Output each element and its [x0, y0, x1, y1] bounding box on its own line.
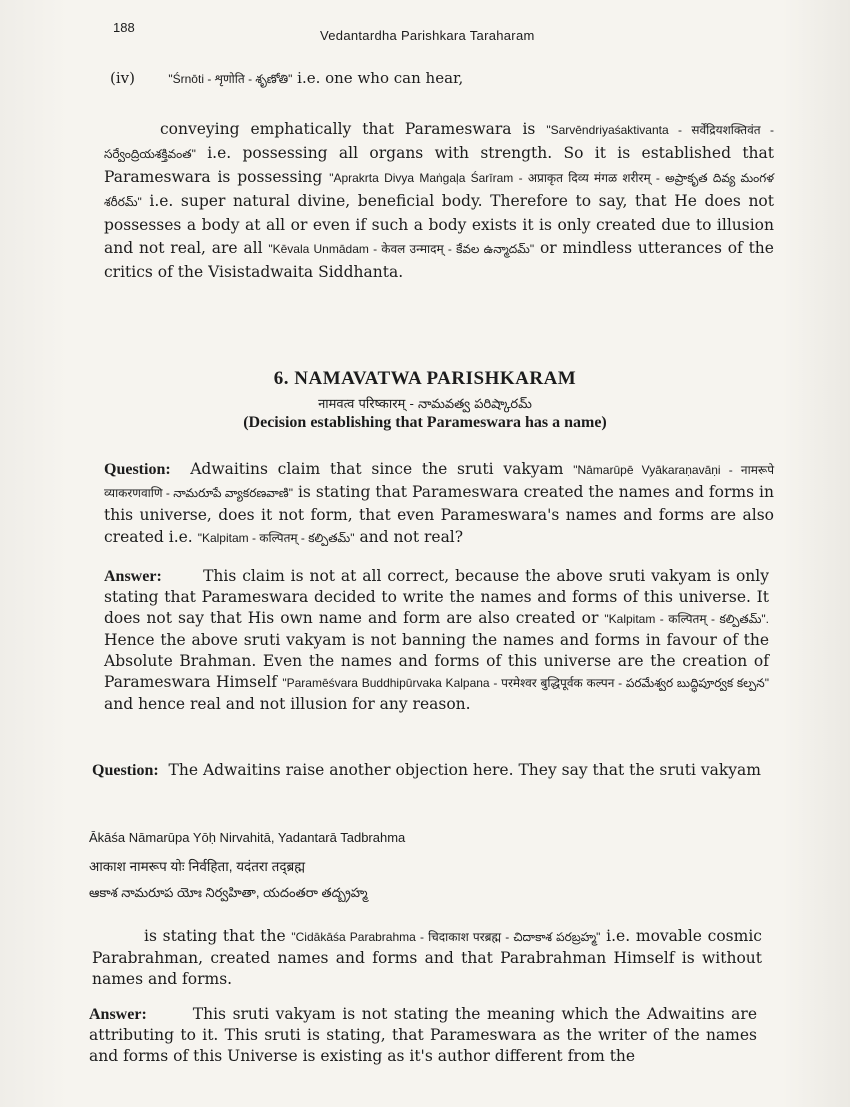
sanskrit-term: "Aprakrta Divya Maṅgaļa Śarīram - अप्राकृत दिव्य मंगळ शरीरम् - అప్రాకృత దివ్య మంగళ శరీరమ్": [104, 171, 774, 209]
section-subheading: नामवत्व परिष्कारम् - నామవత్వ పరిష్కారమ్: [318, 397, 532, 412]
paragraph-cidakasa: [92, 926, 762, 990]
sanskrit-term: "Kēvala Unmādam - केवल उन्मादम् - కేవల ఉన్మాదమ్": [268, 242, 535, 256]
para-text: or mindless utterances of the critics of the Visistadwaita Siddhanta.: [104, 239, 774, 281]
item-iv: [110, 68, 780, 90]
para-text: i.e. super natural divine, beneficial body. Therefore to say, that He does not possesses a body at all or even if such a body exists it is only created due to illusion and not real, are all: [104, 192, 774, 257]
para-text: i.e. possessing all organs with strength. So it is established that Parameswara is possessing: [104, 144, 775, 186]
para-text: i.e. movable cosmic Parabrahman, created names and forms and that Parabrahman Himself is without names and forms.: [92, 927, 762, 988]
item-meaning: i.e. one who can hear,: [297, 69, 464, 87]
sanskrit-term: "Śrnōti - शृणोति - శృణోతి": [168, 72, 293, 86]
sanskrit-term: "Kalpitam - कल्पितम् - కల్పితమ్": [197, 531, 355, 545]
para-text: This sruti vakyam is not stating the meaning which the Adwaitins are attributing to it. This sruti is stating, that Parameswara as the writer of the names and forms of this Universe is existing as it's author different from the: [89, 1005, 757, 1065]
item-marker: (iv): [110, 69, 135, 87]
question-label: Question:: [104, 461, 171, 478]
paragraph-conveying: [104, 118, 774, 284]
question-1: [104, 458, 774, 549]
sanskrit-term: "Cidākāśa Parabrahma - चिदाकाश परब्रह्म - చిదాకాశ పరబ్రహ్మ": [291, 930, 601, 944]
verse-devanagari: आकाश नामरूप योः निर्वहिता, यदंतरा तद्ब्रह्म: [89, 859, 306, 874]
page-number: 188: [113, 20, 135, 35]
sanskrit-term: "Kalpitam - कल्पितम् - కల్పితమ్".: [604, 612, 769, 626]
section-decision: (Decision establishing that Parameswara has a name): [243, 414, 607, 431]
para-text: Hence the above sruti vakyam is not banning the names and forms in favour of the Absolute Brahman. Even the names and forms of this universe are the creation of Parameswara Himself: [104, 631, 769, 691]
para-text: is stating that the: [144, 927, 286, 945]
answer-2: [89, 1004, 757, 1067]
sanskrit-term: "Nāmarūpē Vyākaraṇavāṇi - नामरूपे व्याकरणवाणि - నామరూపే వ్యాకరణవాణి": [104, 463, 775, 500]
running-header: Vedantardha Parishkara Taraharam: [320, 28, 535, 43]
sanskrit-term: "Sarvēndriyaśaktivanta - सर्वेंद्रियशक्तिवंत - సర్వేంద్రియశక్తివంత": [104, 123, 775, 161]
para-text: and not real?: [359, 528, 464, 546]
para-text: conveying emphatically that Parameswara is: [160, 120, 536, 138]
verse-roman: Ākāśa Nāmarūpa Yōḥ Nirvahitā, Yadantarā Tadbrahma: [89, 830, 406, 845]
answer-label: Answer:: [104, 568, 162, 585]
answer-1: [104, 566, 769, 715]
question-label: Question:: [92, 762, 159, 779]
verse-telugu: ఆకాశ నామరూప యోః నిర్వహితా, యదంతరా తద్బ్రహ్మ: [89, 885, 368, 900]
sanskrit-term: "Paramēśvara Buddhipūrvaka Kalpana - परमेश्वर बुद्धिपूर्वक कल्पन - పరమేశ్వర బుద్ధిపూర్వక కల్పన": [282, 676, 769, 690]
para-text: Adwaitins claim that since the sruti vakyam: [190, 460, 564, 478]
para-text: is stating that Parameswara created the names and forms in this universe, does it not form, that even Parameswara's names and forms are also created i.e.: [104, 483, 774, 546]
section-heading: 6. NAMAVATWA PARISHKARAM: [273, 368, 577, 389]
para-text: The Adwaitins raise another objection here. They say that the sruti vakyam: [168, 761, 761, 779]
para-text: This claim is not at all correct, because the above sruti vakyam is only stating that Parameswara decided to write the names and forms of this universe. It does not say that His own name and form are also created or: [104, 567, 770, 627]
para-text: and hence real and not illusion for any reason.: [104, 695, 471, 713]
question-2: [92, 760, 774, 781]
answer-label: Answer:: [89, 1006, 147, 1023]
